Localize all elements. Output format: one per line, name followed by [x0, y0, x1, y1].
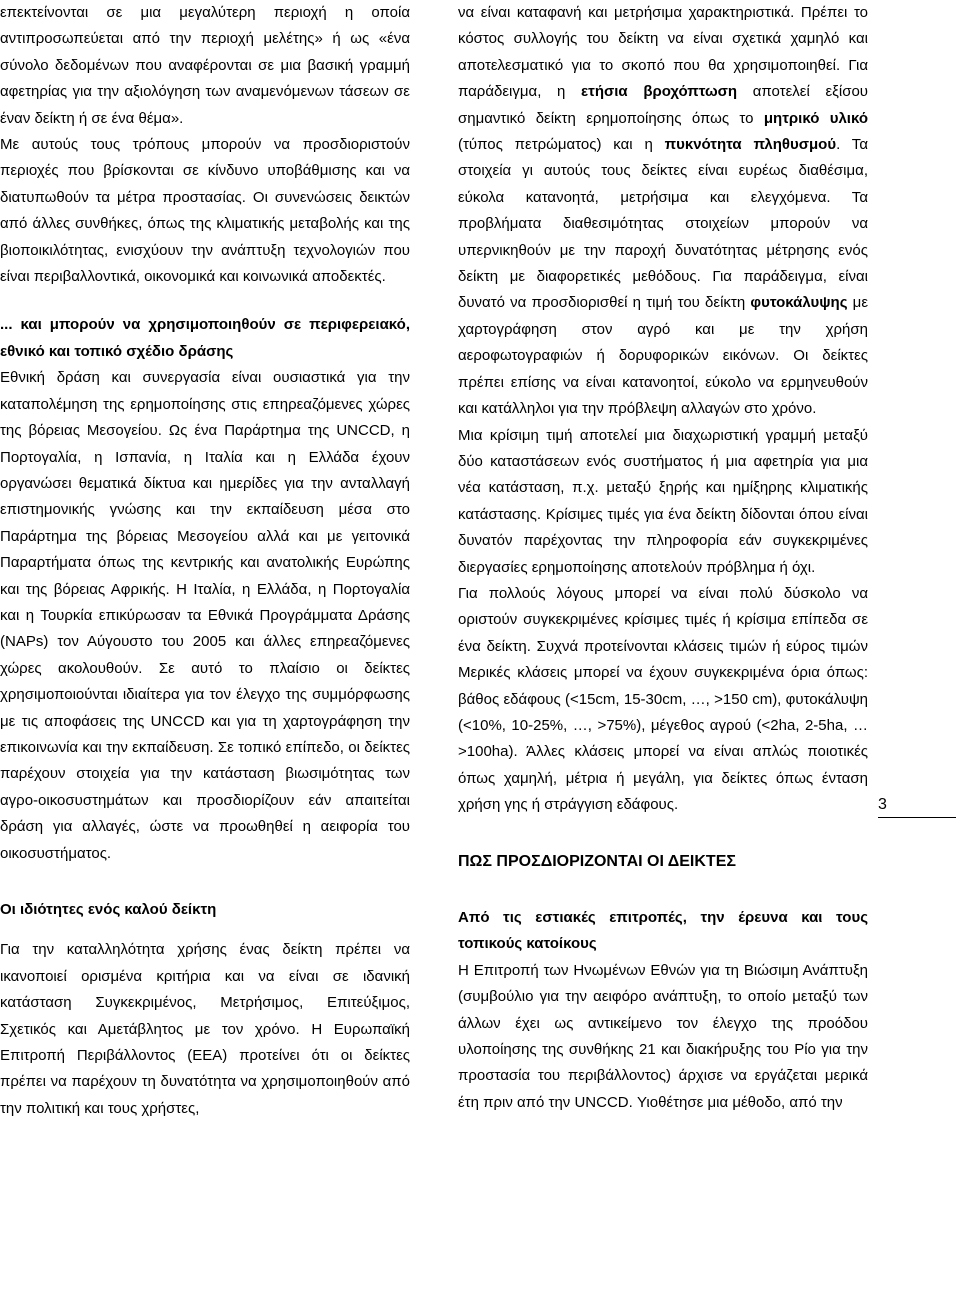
paragraph-value-classes: Για πολλούς λόγους μπορεί να είναι πολύ δύσκολο να οριστούν συγκεκριμένες κρίσιμες τιμές ή κρίσιμα επίπεδα σε ένα δείκτη. Συχνά προτείνονται κλάσεις τιμών ή εύρος τιμών Μερικές κλάσεις μπορεί να έχουν συγκεκριμένα όρια όπως: βάθος εδάφους (<15cm, 15-30cm, …, >150 cm), φυτοκάλυψη (<10%, 10-25%, …, >75%), μέγεθος αγρού (<2ha, 2-5ha, … >100ha). Άλλες κλάσεις μπορεί να είναι απλώς ποιοτικές όπως χαμηλή, μέτρια ή μεγάλη, για δείκτες όπως ένταση χρήση γης ή στράγγιση εδάφους.	[458, 584, 868, 814]
paragraph-risk-areas: Με αυτούς τους τρόπους μπορούν να προσδιοριστούν περιοχές που βρίσκονται σε κίνδυνο υποβάθμισης και να διατυπωθούν τα μέτρα προστασίας. Οι συνενώσεις δεικτών από άλλες συνθήκες, όπως της κλιματικής μεταβολής και της βιοποικιλότητας, ενισχύουν την ανάπτυξη τεχνολογιών που είναι περιβαλλοντικά, οικονομικά και κοινωνικά αποδεκτές.	[0, 136, 410, 286]
paragraph-critical-value: Μια κρίσιμη τιμή αποτελεί μια διαχωριστική γραμμή μεταξύ δύο καταστάσεων ενός συστήματος ή μια αφετηρία για μια νέα κατάσταση, π.χ. μεταξύ ξηρής και ημίξηρης κλιματικής κατάστασης. Κρίσιμες τιμές για ένα δείκτη δίδονται όπου είναι δυνατόν παρέχοντας την πληροφορία εάν συγκεκριμένες διεργασίες ερημοποίησης αποτελούν πρόβλημα ή όχι.	[458, 426, 868, 576]
paragraph-un-commission: Η Επιτροπή των Ηνωμένων Εθνών για τη Βιώσιμη Ανάπτυξη (συμβούλιο για την αειφόρο ανάπτυξη, το οποίο μεταξύ των άλλων έχει ως αντικείμενο τον έλεγχο της προόδου υλοποίησης της συνθήκης 21 και διακήρυξης του Ρίο για την προστασία του περιβάλλοντος) άρχισε να εργάζεται μερικά έτη πριν από την UNCCD. Υιοθέτησε μια μέθοδο, από την	[458, 961, 868, 1111]
bold-term-annual-rainfall: ετήσια βροχόπτωση	[581, 83, 738, 101]
text-run: (τύπος πετρώματος) και η	[458, 136, 665, 154]
text-run: αποτελεί εξίσου σημαντικό δείκτη ερημοποίησης όπως το	[458, 83, 869, 127]
paragraph-national-action: Εθνική δράση και συνεργασία είναι ουσιαστικά για την καταπολέμηση της ερημοποίησης στις επηρεαζόμενες χώρες της βόρειας Μεσογείου. Ως ένα Παράρτημα της UNCCD, η Πορτογαλία, η Ισπανία, η Ιταλία και η Ελλάδα έχουν οργανώσει θεματικά δίκτυα και ημερίδες για την ανταλλαγή επιστημονικής γνώσης και την εκπαίδευση μέσα στο Παράρτημα της βόρειας Μεσογείου αλλά και με γειτονικά Παραρτήματα όπως της κεντρικής και ανατολικής Ευρώπης και της βόρειας Αφρικής. Η Ιταλία, η Ελλάδα, η Πορτογαλία και η Τουρκία επικύρωσαν τα Εθνικά Προγράμματα Δράσης (NAPs) τον Αύγουστο του 2005 και άλλες επηρεαζόμενες χώρες ακολουθούν. Σε αυτό το πλαίσιο οι δείκτες χρησιμοποιούνται ιδιαίτερα για τον έλεγχο της συμμόρφωσης με τις αποφάσεις της UNCCD και για τη χαρτογράφηση την επικοινωνία και την εκπαίδευση. Σε τοπικό επίπεδο, οι δείκτες παρέχουν στοιχεία για την κατάσταση βιωσιμότητας των αγρο-οικοσυστημάτων και προσδιορίζουν εάν απαιτείται δράση για αλλαγές, ώστε να προωθηθεί η αειφορία του οικοσυστήματος.	[0, 369, 410, 862]
paragraph-indicator-criteria: Για την καταλληλότητα χρήσης ένας δείκτη πρέπει να ικανοποιεί ορισμένα κριτήρια και να είναι σε ιδανική κατάσταση Συγκεκριμένος, Μετρήσιμος, Επιτεύξιμος, Σχετικός και Αμετάβλητος με τον χρόνο. Η Ευρωπαϊκή Επιτροπή Περιβάλλοντος (ΕΕΑ) προτείνει ότι οι δείκτες πρέπει να παρέχουν τη δυνατότητα να χρησιμοποιηθούν από την πολιτική και τους χρήστες,	[0, 941, 410, 1117]
right-column	[458, 0, 868, 1116]
heading-action-plans: ... και μπορούν να χρησιμοποιηθούν σε περιφερειακό, εθνικό και τοπικό σχέδιο δράσης	[0, 316, 410, 360]
paragraph-baseline-definition: επεκτείνονται σε μια μεγαλύτερη περιοχή η οποία αντιπροσωπεύεται από την περιοχή μελέτης» ή ως «ένα σύνολο δεδομένων που αναφέρονται σε μια βασική γραμμή αφετηρίας για την αξιολόγηση των αναμενόμενων τάσεων σε έναν δείκτη ή σε ένα θέμα».	[0, 4, 410, 127]
page-number: 3	[878, 795, 956, 818]
bold-term-vegetation-cover: φυτοκάλυψης	[750, 294, 848, 312]
paragraph-indicator-examples	[458, 0, 868, 423]
heading-focal-committees: Από τις εστιακές επιτροπές, την έρευνα και τους τοπικούς κατοίκους	[458, 909, 868, 953]
left-column	[0, 0, 410, 1122]
text-run: με χαρτογράφηση στον αγρό και με την χρήση αεροφωτογραφιών ή δορυφορικών εικόνων. Οι δείκτες πρέπει επίσης να είναι κατανοητοί, εύκολο να ερμηνευθούν και κατάλληλοι για την πρόβλεψη αλλαγών στο χρόνο.	[458, 294, 869, 418]
bold-term-parent-material: μητρικό υλικό	[763, 109, 868, 127]
heading-good-indicator-properties: Οι ιδιότητες ενός καλού δείκτη	[0, 901, 217, 918]
text-run: . Τα στοιχεία γι αυτούς τους δείκτες είναι ευρέως διαθέσιμα, εύκολα κατανοητά, μετρήσιμα και ελεγχόμενα. Τα προβλήματα διαθεσιμότητας στοιχείων μπορούν να υπερνικηθούν με την παροχή δυνατότητας μέτρησης ενός δείκτη με διαφορετικές μεθόδους. Για παράδειγμα, είναι δυνατό να προσδιορισθεί η τιμή του δείκτη	[458, 136, 868, 312]
bold-term-population-density: πυκνότητα πληθυσμού	[664, 136, 837, 154]
heading-how-indicators-defined: ΠΩΣ ΠΡΟΣΔΙΟΡΙΖΟΝΤΑΙ ΟΙ ΔΕΙΚΤΕΣ	[458, 852, 736, 870]
text-run: να είναι καταφανή και μετρήσιμα χαρακτηριστικά. Πρέπει το κόστος συλλογής του δείκτη να είναι σχετικά χαμηλό και αποτελεσματικό για το σκοπό που θα χρησιμοποιηθεί. Για παράδειγμα, η	[458, 4, 868, 101]
